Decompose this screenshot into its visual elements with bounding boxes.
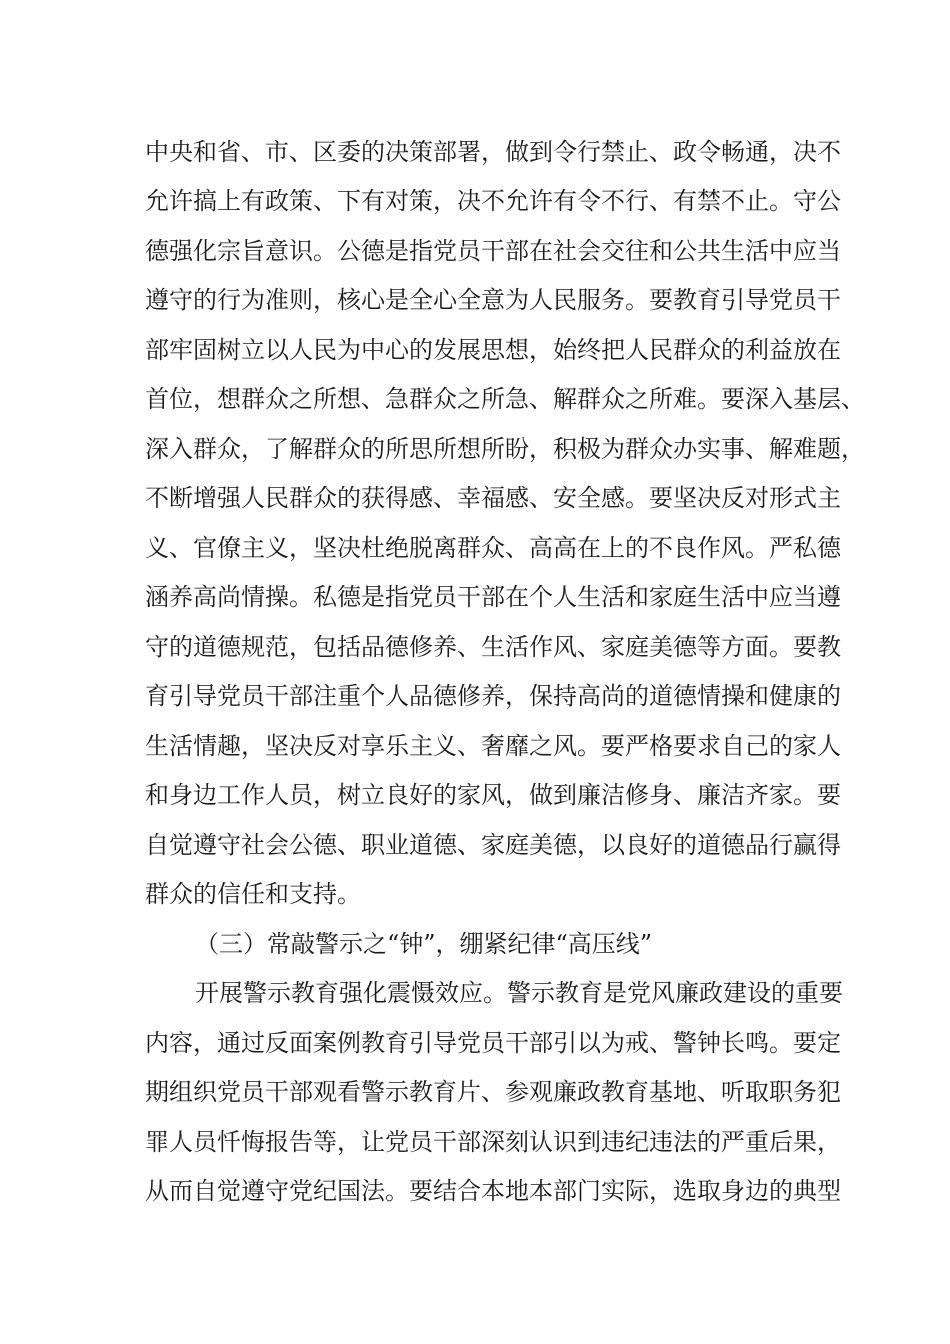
text-line: 开展警示教育强化震慑效应。警示教育是党风廉政建设的重要: [195, 979, 843, 1007]
text-line: 部牢固树立以人民为中心的发展思想，始终把人民群众的利益放在: [145, 336, 841, 364]
text-line: 罪人员忏悔报告等，让党员干部深刻认识到违纪违法的严重后果，: [145, 1128, 841, 1156]
text-line: 守的道德规范，包括品德修养、生活作风、家庭美德等方面。要教: [145, 633, 841, 661]
section-heading: （三）常敲警示之“钟”，绷紧纪律“高压线”: [195, 930, 653, 958]
text-line: 期组织党员干部观看警示教育片、参观廉政教育基地、听取职务犯: [145, 1078, 841, 1106]
text-line: 义、官僚主义，坚决杜绝脱离群众、高高在上的不良作风。严私德: [145, 534, 841, 562]
text-line: 德强化宗旨意识。公德是指党员干部在社会交往和公共生活中应当: [145, 237, 841, 265]
text-line: 内容，通过反面案例教育引导党员干部引以为戒、警钟长鸣。要定: [145, 1029, 841, 1057]
text-line: 生活情趣，坚决反对享乐主义、奢靡之风。要严格要求自己的家人: [145, 732, 841, 760]
text-line: 深入群众，了解群众的所思所想所盼，积极为群众办实事、解难题，: [145, 435, 865, 463]
text-line: 遵守的行为准则，核心是全心全意为人民服务。要教育引导党员干: [145, 286, 841, 314]
text-line: 涵养高尚情操。私德是指党员干部在个人生活和家庭生活中应当遵: [145, 583, 841, 611]
text-line: 不断增强人民群众的获得感、幸福感、安全感。要坚决反对形式主: [145, 484, 841, 512]
text-line: 群众的信任和支持。: [145, 880, 361, 908]
text-line: 育引导党员干部注重个人品德修养，保持高尚的道德情操和健康的: [145, 682, 841, 710]
text-line: 允许搞上有政策、下有对策，决不允许有令不行、有禁不止。守公: [145, 187, 841, 215]
text-line: 从而自觉遵守党纪国法。要结合本地本部门实际，选取身边的典型: [145, 1177, 841, 1205]
text-line: 自觉遵守社会公德、职业道德、家庭美德，以良好的道德品行赢得: [145, 831, 841, 859]
text-line: 首位，想群众之所想、急群众之所急、解群众之所难。要深入基层、: [145, 385, 865, 413]
text-line: 中央和省、市、区委的决策部署，做到令行禁止、政令畅通，决不: [145, 138, 841, 166]
text-line: 和身边工作人员，树立良好的家风，做到廉洁修身、廉洁齐家。要: [145, 781, 841, 809]
